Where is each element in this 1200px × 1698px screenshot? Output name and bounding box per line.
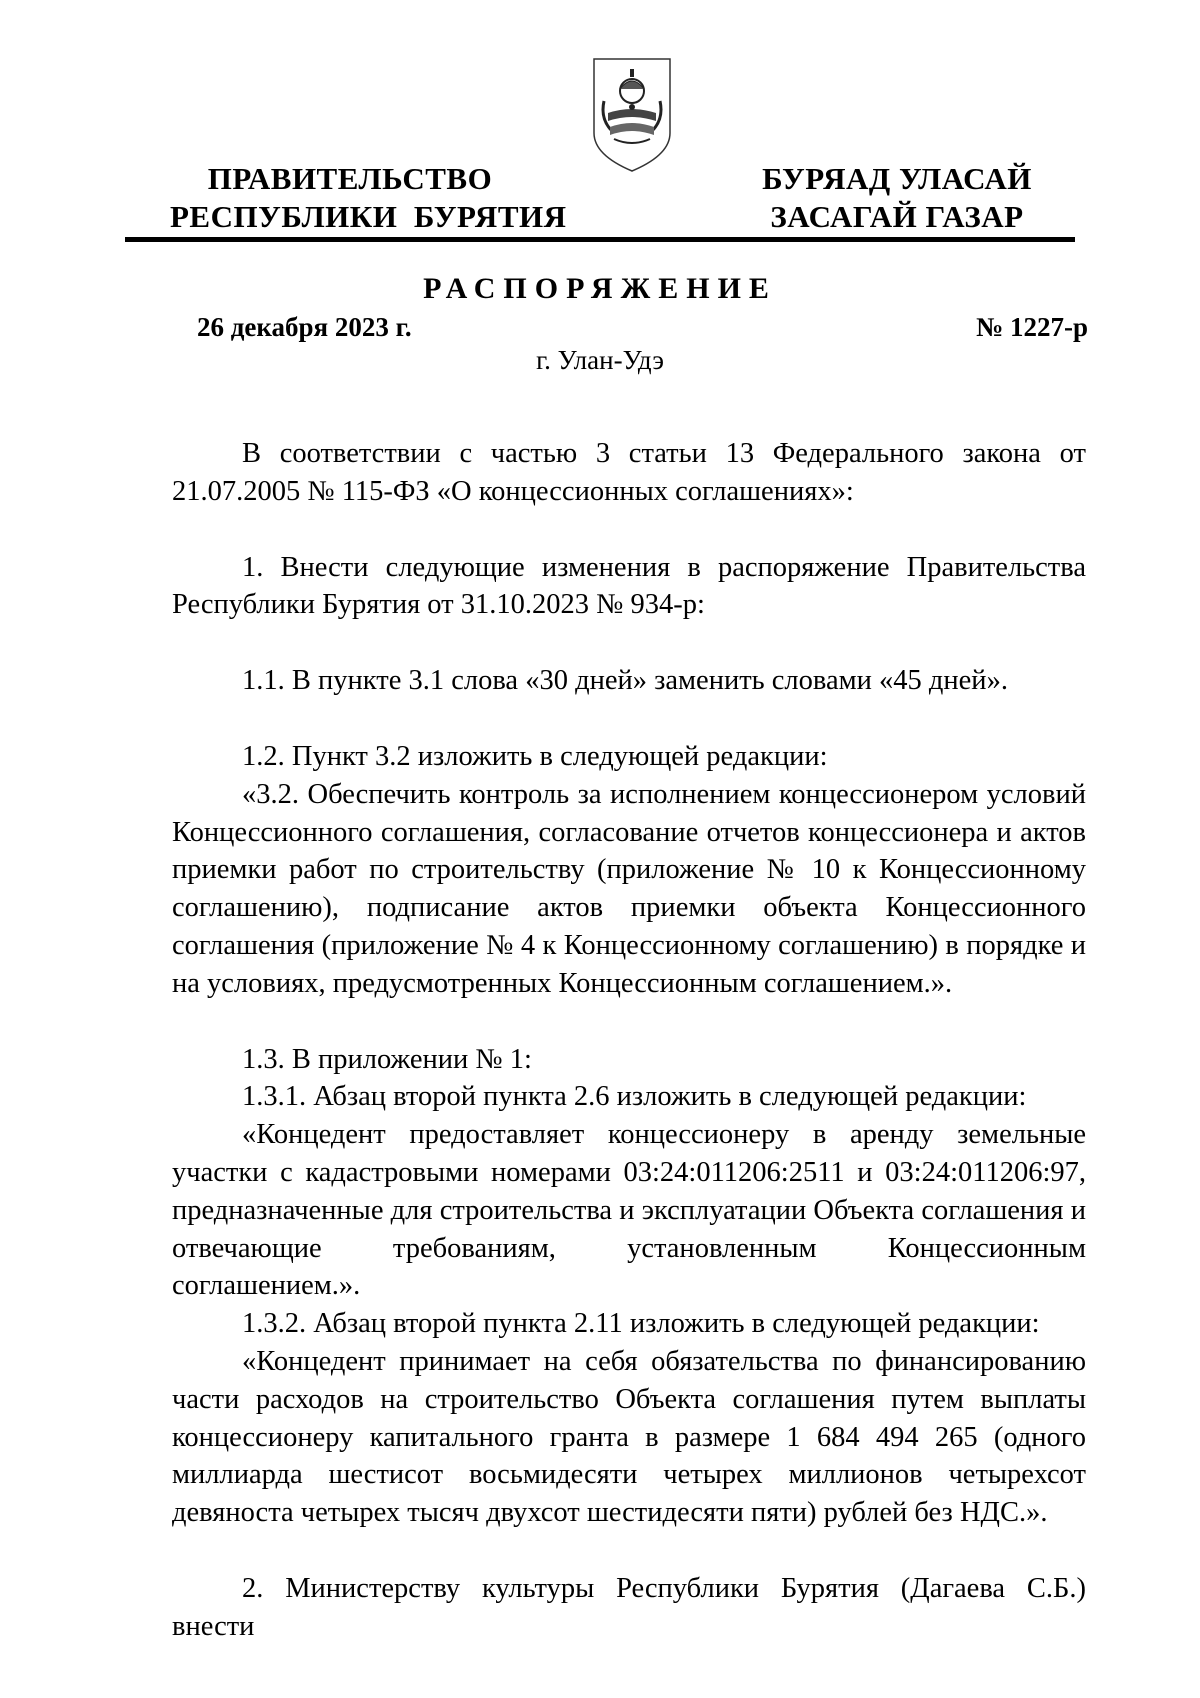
government-name-buryat-line1: БУРЯАД УЛАСАЙ [762, 161, 1032, 196]
header-divider [125, 237, 1075, 242]
government-name-buryat-line2: ЗАСАГАЙ ГАЗАР [770, 199, 1024, 234]
government-name-russian [170, 160, 567, 236]
document-body [172, 435, 1086, 1646]
paragraph-1-3-2: 1.3.2. Абзац второй пункта 2.11 изложить в следующей редакции: [242, 1308, 1040, 1340]
coat-of-arms-icon [590, 55, 674, 175]
paragraph-1-3-2-text: «Концедент принимает на себя обязательства по финансированию части расходов на строительство Объекта соглашения путем выплаты концессионеру капитального гранта в размере 1 684 494 265 (одного миллиарда шестисот восьмидесяти четырех миллионов четырехсот девяноста четырех тысяч двухсот шестидесяти пяти) рублей без НДС.». [172, 1345, 1086, 1529]
government-name-buryat [742, 160, 1052, 236]
paragraph-1-3: 1.3. В приложении № 1: [242, 1043, 532, 1075]
paragraph-1-3-1-text: «Концедент предоставляет концессионеру в аренду земельные участки с кадастровыми номерами 03:24:011206:2511 и 03:24:011206:97, предназначенные для строительства и эксплуатации Объекта соглашения и отвечающие требованиям, установленным Концессионным соглашением.». [172, 1119, 1086, 1302]
document-date: 26 декабря 2023 г. [197, 312, 412, 342]
document-number: № 1227-р [976, 312, 1088, 342]
government-name-russian-line2: РЕСПУБЛИКИ БУРЯТИЯ [170, 199, 567, 234]
paragraph-1: 1. Внести следующие изменения в распоряжение Правительства Республики Бурятия от 31.10.2023 № 934-р: [172, 551, 1086, 621]
paragraph-1-3-1: 1.3.1. Абзац второй пункта 2.6 изложить в следующей редакции: [242, 1081, 1027, 1113]
document-city: г. Улан-Удэ [536, 345, 664, 375]
paragraph-1-1: 1.1. В пункте 3.1 слова «30 дней» заменить словами «45 дней». [242, 665, 1008, 697]
paragraph-2: 2. Министерству культуры Республики Бурятия (Дагаева С.Б.) внести [172, 1572, 1086, 1642]
government-name-russian-line1: ПРАВИТЕЛЬСТВО [207, 161, 493, 196]
document-title: РАСПОРЯЖЕНИЕ [423, 272, 777, 305]
paragraph-1-2: 1.2. Пункт 3.2 изложить в следующей редакции: [242, 740, 828, 772]
paragraph-1-2-text: «3.2. Обеспечить контроль за исполнением концессионером условий Концессионного соглашения, согласование отчетов концессионера и актов приемки работ по строительству (приложение № 10 к Концессионному соглашению), подписание актов приемки объекта Концессионного соглашения (приложение № 4 к Концессионному соглашению) в порядке и на условиях, предусмотренных Концессионным соглашением.». [172, 778, 1086, 999]
paragraph-preamble: В соответствии с частью 3 статьи 13 Федерального закона от 21.07.2005 № 115-ФЗ «О концессионных соглашениях»: [172, 438, 1086, 507]
